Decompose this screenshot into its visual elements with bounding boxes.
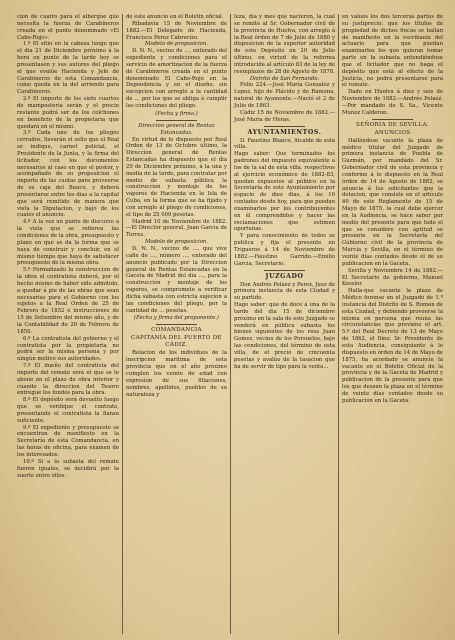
section-text: Don Andrés Pelaez y Perez, Juez de primera instancia de esta Ciudad y su partido. Hago saber: que de doce á una de la tarde del dia 15 de diciembre próximo en la sala de este Juzgado se venderá en pública subasta los bienes siguientes de los reos Juan Gomez, vecino de los Porsuelos, bajo las condiciones, del término de esta villa, de el precio de cincuenta pesetas y avalúo de la tasacion que ha de servir de tipo para la venta... bbox=[234, 281, 335, 370]
col1-paragraph: 9.º El expediente y presupuesto se encuentran de manifiesto en la Secretaría de esta Comandancia, en las horas de oficina, para examen de los interesados. bbox=[17, 424, 119, 458]
model-heading: Modelo de proposicion. bbox=[145, 41, 208, 48]
divider bbox=[372, 119, 412, 120]
col1-paragraph: 4.º A la vez un punto de discurso a la vista que se refieren las condiciones de la obra, presupuesto y plano en que se da la forma que se haya de construir y concluir, en el mismo tiempo que haya de satisfacer presupuesto de la misma obra. bbox=[17, 219, 119, 267]
divider bbox=[264, 126, 304, 127]
divider bbox=[264, 270, 304, 271]
col4-top-paragraph: en valuos los dos terceras partes de su justiprecio: que los títulos de propiedad de dichos fincas se hallan de manifiesto en la escribania del actuario para que puedan examinarlos los que quieran tomar parte en la subasta entendiéndose que el licitador que no haga el depósito que está al efecto de la Justicia, no podrá presentarse para el remate. bbox=[342, 14, 443, 89]
section-text: D. Faustino Blanco, Alcalde de esta villa. Hago saber: Que terminados los padrones del impuesto equivalente a los de la sal de esta villa, respectivos al ejercicio económico de 1882-83, quedan expuestos al público en la Secretaría de este Ayuntamiento por espacio de diez dias, á los 10 contados desde hoy, para que puedan examinarlos por los contribuyentes en él comprendidos y hacer las reclamaciones que estimen oportunas. bbox=[234, 137, 335, 233]
column-1 bbox=[14, 14, 122, 634]
col1-paragraph: 6.º La contratista del gobierno y el contratista por la propietaria no podrá ser la misma persona y por ningún motivo sus autoridades. bbox=[17, 335, 119, 363]
section-text: En virtud de lo dispuesto por Real Orden de 13 de Octubre último, la Direccion general de Rentas Estancadas ha dispuesto que el dia 29 de Diciembre próximo, á la una y media de la tarde, para contratar por medio de subasta pública la construccion y montaje de los vapores de Hacienda en la Isla de Cuba, en la forma que se ha fijado y con arreglo al pliego de condiciones, el tipo de 25 000 pesetas. bbox=[126, 136, 227, 218]
col3-top-paragraph: leza, dia y mes que nacieron, la cual se remite al Sr. Gobernador civil de la provincia de Huelva, con arreglo á la Real órden de 7 de Julio de 1880 y disposicion de la superior autoridad de este Depósito en 20 de Julio último, en virtud de la reforma introducida al artículo 83 de la ley de reemplazos de 28 de Agosto de 1878. bbox=[234, 14, 335, 75]
model-text: D. N. N., vecino de ..., enterado del expediente y condiciones para el servicio de amortizacion de la fuerza de Carabineros creada en el punto denominado El Cabo-Rojo en la Dependencia y en el diseño, sin excepcion con arreglo a la cantidad de ... por los que se obliga á cumplir las condiciones del pliego. bbox=[126, 48, 227, 109]
model-text: D. N. N., vecino de ..., que vive calle de ..., número ..., enterado del anuncio publicado por la Direccion general de Rentas Estancadas en la Gaceta de Madrid del dia ..., para la construccion y montaje de los vapores, se compromete a verificar dicha subasta con estricta sujecion a las condiciones del pliego, por la cantidad de ... pesetas. bbox=[126, 246, 227, 314]
section-text: Hallándose vacante la plaza de médico titular del Juzgado de primera instancia de Puebla de Guzmán, por mandado del Sr. Gobernador civil de esta provincia y conforme á lo dispuesto en la Real órden de 14 de Agosto de 1882, se anuncia á los solicitantes que la dotacion, que consiste en el artículo 40 de este Reglamento de 15 de Mayo de 1875, la cual debe ejercer en la Audiencia, se hace saber por medio del presente para que todo el que se considere con aptitud se presente en la Secretaría del Gobierno civil de la provincia de Murcia y Sevilla, en el término de veinte dias contados desde el de su publicacion en la Gaceta. bbox=[342, 137, 443, 267]
col1-paragraph: cion de cuatro para el albergue que necesita la fuerza de Carabineros creada en el punto denominado «El Cabo-Rojo». bbox=[17, 14, 119, 41]
col1-paragraph: 1.º El sitio en la cabeza luego que el dia 21 de Diciembre próximo á la hora en punto de la tarde hoy se presentasen y sus autores del pliego el que evalúe Hacienda y Jefe de Carabineros de esta Comandancia, como queda en la del arriendo para Carabineros. bbox=[17, 41, 119, 96]
column-2 bbox=[122, 14, 230, 634]
section-title: SEÑORÍA DE SEVILLA. bbox=[355, 121, 430, 128]
list-text: Folio 224.—José María Gonzalez y Lopez, hijo de Plácido y de Ramona, natural de Ayamonte.—Nació el 2 de Julio de 1863. bbox=[234, 82, 335, 109]
model-heading: Modelo de proposicion. bbox=[145, 239, 208, 246]
col1-paragraph: 2.º El importe de los siete cuartos de mamposteria serán y el precio restante podrá ser de los colchones en beneficio de la propietaria que quedará en el mismo. bbox=[17, 96, 119, 130]
model-date: (Fecha y firma del proponente.) bbox=[134, 315, 219, 322]
section-title: Direccion general de Rentas Estancadas. bbox=[138, 122, 215, 136]
section-title: COMANDANCIA bbox=[151, 327, 202, 334]
model-date: (Fecha y firma.) bbox=[155, 110, 198, 117]
col1-paragraph: 8.º El depósito será devuelto luego que se verifique el contrato, presentando el contratista la fianza suficiente. bbox=[17, 397, 119, 424]
divider bbox=[156, 120, 196, 121]
col1-paragraph: 7.º El dueño del contratista del importe del remate será el que se le abone en el plazo de obra interior y cuando la direccion del Tesoro entregue los fondos para la obra. bbox=[17, 363, 119, 397]
col2-top-paragraph: de este anuncio en el Boletin oficial. bbox=[126, 14, 224, 20]
section-text: Halla-que vacante la plaza de Médico forense en el Juzgado de 1.ª instancia del Distrito de S. Roman de esta Ciudad, y debiendo proveerse la misma en persona que reuna las circunstancias que previene el art. 5.º del Real Decreto de 13 de Mayo de 1862, el Ilmo. Sr. Presidente de esta Audiencia, consiguiente á lo dispuesto en órden de 14 de Mayo de 1875, ha acordado se anuncie la vacante en el Boletin Oficial de la provincia y de la Gaceta de Madrid y publicacion de la presente para que los que deseen la plaza en el término de veinte dias contados desde su publicacion en la Gaceta. bbox=[342, 288, 443, 404]
section-subtitle: ANUNCIOS bbox=[374, 129, 411, 136]
section-text: Y para conocimiento de todos se publica y fija el presente en Trigueros á 14 de Noviembre de 1882.—Faustino Garrido.—Emilio Garcia, Secretario. bbox=[234, 233, 335, 267]
col1-paragraph: 5.º Formalizado la construccion de la obra el contratista deberá, por el hecho mismo de haber sido admitido, a quedar á pie de las obras que sean necesarias para el Gobierno con los sujetos a la Real Orden de 25 de Febrero de 1852 e instrucciones de 15 de Setiembre del mismo año, y de la Contabilidad de 20 de Febrero de 1850. bbox=[17, 267, 119, 335]
section-subtitle: CAPITANÍA DEL PUERTO DE CÁDIZ. bbox=[131, 335, 222, 349]
district-heading: Distrito de San Fernando. bbox=[249, 75, 320, 82]
col1-paragraph: 3.º Cada uno de los pliegos cerrados, llevarán el sello que el Real se indique, carnet policial, el Presidente de la Junta, y la firma del licitador, con los documentos necesarios al caso en que el postor, y acompañado de su proposicion el importe de las cuotas para proveerse de su caja del Banco, y deberá presentarse entre los dias a la capital que será remitido de manera que vista la Diputacion, y bajo de los cuales el anuncio. bbox=[17, 130, 119, 219]
section-signature: Sevilla y Noviembre 14 de 1882.—El Secretario de gobierno, Manuel Kessler. bbox=[342, 267, 443, 288]
section-title: AYUNTAMIENTOS. bbox=[247, 128, 322, 136]
page-header bbox=[14, 4, 447, 14]
column-4 bbox=[338, 14, 446, 634]
column-3 bbox=[230, 14, 338, 634]
list-signature: Cádiz 15 de Noviembre de 1882.—José Maria de Heras. bbox=[234, 109, 335, 123]
section-signature: Madrid 10 de Noviembre de 1882.—El Director general, Juan Garcia de Torres. bbox=[126, 218, 227, 239]
col4-top-signature: Dado en Huelva á diez y seis de Noviembre de 1882.—Andrés Pelaez.—Por mandado de S. Sa., Vicente Munoz Calderon. bbox=[342, 89, 443, 116]
section-title: JUZGADO bbox=[265, 272, 304, 280]
col1-paragraph: 10.º Si a la subasta del remate fueren iguales, se decidirá por la suerte entre ellos. bbox=[17, 458, 119, 479]
section-text: Relacion de los individuos de la inscripcion marítima de esta provincia que en el año próximo cumplen los veinte de edad con expresion de sus filiaciones, nombres, apellidos, pueblos de su naturaleza y bbox=[126, 350, 227, 398]
columns bbox=[14, 14, 446, 634]
divider bbox=[156, 324, 196, 325]
col2-top-signature: Ribadavia 15 de Noviembre de 1882.—El Delegado de Hacienda, Francisco Perez Cabrerizo. bbox=[126, 20, 227, 41]
